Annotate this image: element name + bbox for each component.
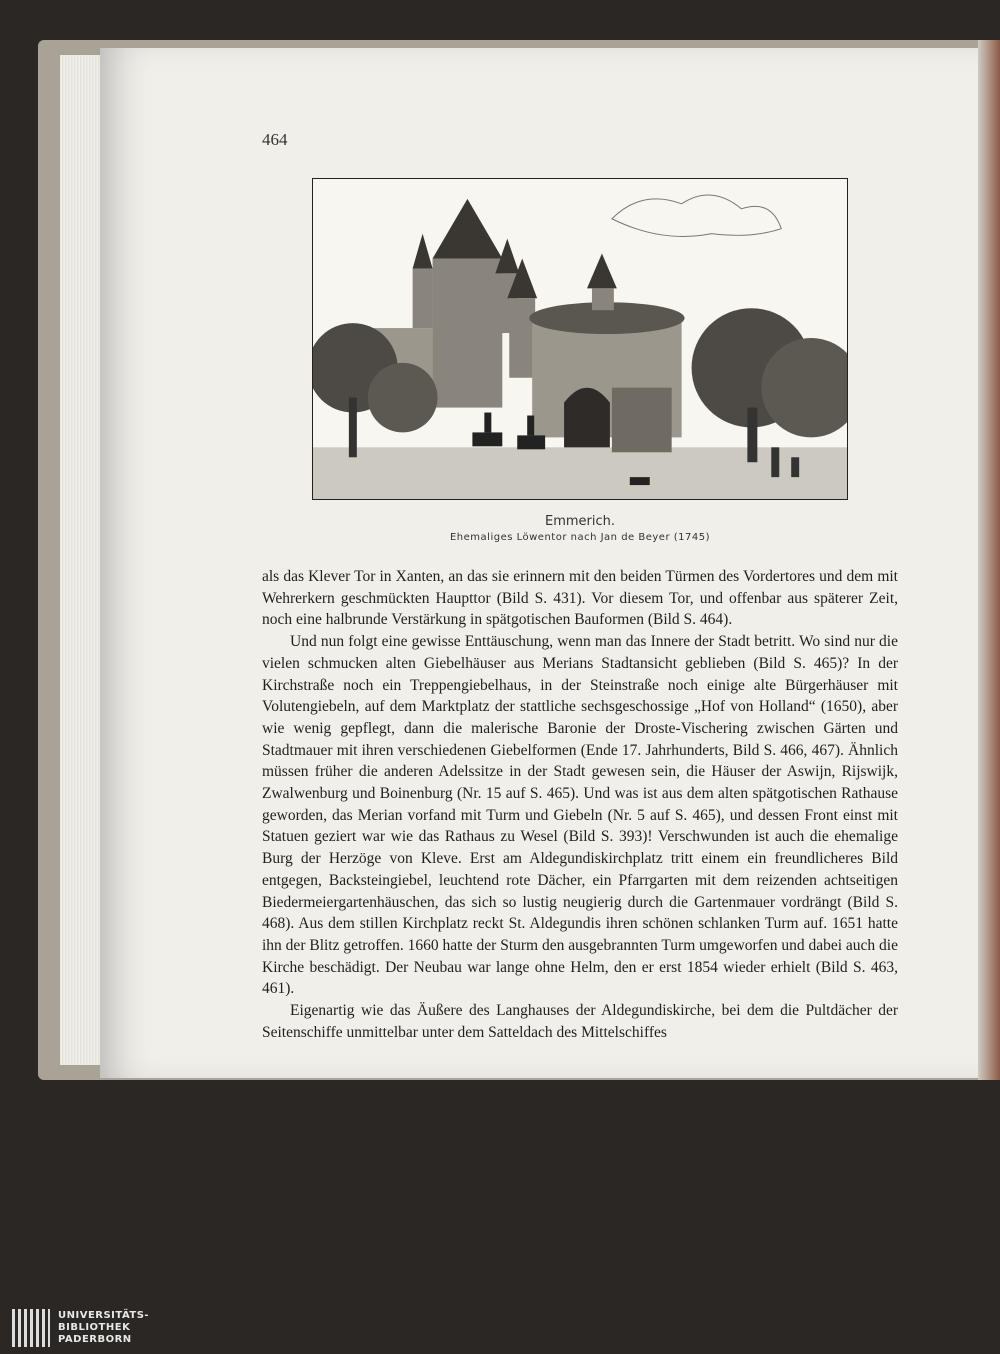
castle-gate-engraving-icon (313, 179, 847, 499)
library-name-line-3: PADERBORN (58, 1334, 132, 1345)
paragraph-1: als das Klever Tor in Xanten, an das sie erinnern mit den beiden Türmen des Vordertores und dem mit Wehrerkern geschmückten Haupttor (Bild S. 431). Vor diesem Tor, und offenbar aus späterer Zeit, noch eine halbrunde Verstärkung in spätgotischen Bauformen (Bild S. 464). (262, 568, 898, 629)
library-logo-text (58, 1310, 149, 1346)
paragraph-2: Und nun folgt eine gewisse Enttäuschung, wenn man das Innere der Stadt betritt. Wo sind nur die vielen schmucken alten Giebelhäuser aus Merians Stadtansicht geblieben (Bild S. 465)? In der Kirchstraße noch ein Treppengiebelhaus, in der Steinstraße noch einige alte Bürgerhäuser mit Volutengiebeln, auf dem Marktplatz der stattliche sechsgeschossige „Hof von Holland“ (1650), aber wie wenig gepflegt, dann die malerische Baronie der Droste-Vischering zwischen Gärten und Stadtmauer mit ihren verschiedenen Giebelformen (Ende 17. Jahrhunderts, Bild S. 466, 467). Ähnlich müssen früher die anderen Adelssitze in der Stadt gewesen sein, die Häuser der Aswijn, Rijswijk, Zwalwenburg und Boinenburg (Nr. 15 auf S. 465). Und was ist aus dem alten spätgotischen Rathause geworden, das Merian vorfand mit Turm und Giebeln (Nr. 5 auf S. 465), und dessen Front einst mit Statuen geziert war wie das Rathaus zu Wesel (Bild S. 393)! Verschwunden ist auch die ehemalige Burg der Herzöge von Kleve. Erst am Aldegundiskirchplatz tritt einem ein freundlicheres Bild entgegen, Backsteingiebel, leuchtend rote Dächer, ein Pfarrgarten mit dem reizenden achtseitigen Biedermeiergartenhäuschen, das sich so lustig neugierig durch die Gartenmauer vordrängt (Bild S. 468). Aus dem stillen Kirchplatz reckt St. Aldegundis ihren schönen schlanken Turm auf. 1651 hatte ihn der Blitz getroffen. 1660 hatte der Sturm den ausgebrannten Turm umgeworfen und dabei auch die Kirche beschädigt. Der Neubau war lange ohne Helm, den er erst 1854 wieder erhielt (Bild S. 463, 461). (262, 633, 898, 998)
adjacent-page-edge (978, 40, 1000, 1080)
library-logo (12, 1306, 149, 1350)
paragraph-3: Eigenartig wie das Äußere des Langhauses der Aldegundiskirche, bei dem die Pultdächer der Seitenschiffe unmittelbar unter dem Satteldach des Mittelschiffes (262, 1002, 898, 1041)
illustration-title: Emmerich. (544, 514, 615, 529)
library-name-line-1: UNIVERSITÄTS- (58, 1310, 150, 1321)
engraving-illustration (312, 178, 848, 500)
body-text (262, 566, 898, 1043)
library-name-line-2: BIBLIOTHEK (58, 1322, 131, 1333)
library-logo-icon (12, 1309, 50, 1347)
page-number: 464 (262, 130, 288, 149)
illustration-subtitle: Ehemaliges Löwentor nach Jan de Beyer (1745) (449, 532, 710, 543)
